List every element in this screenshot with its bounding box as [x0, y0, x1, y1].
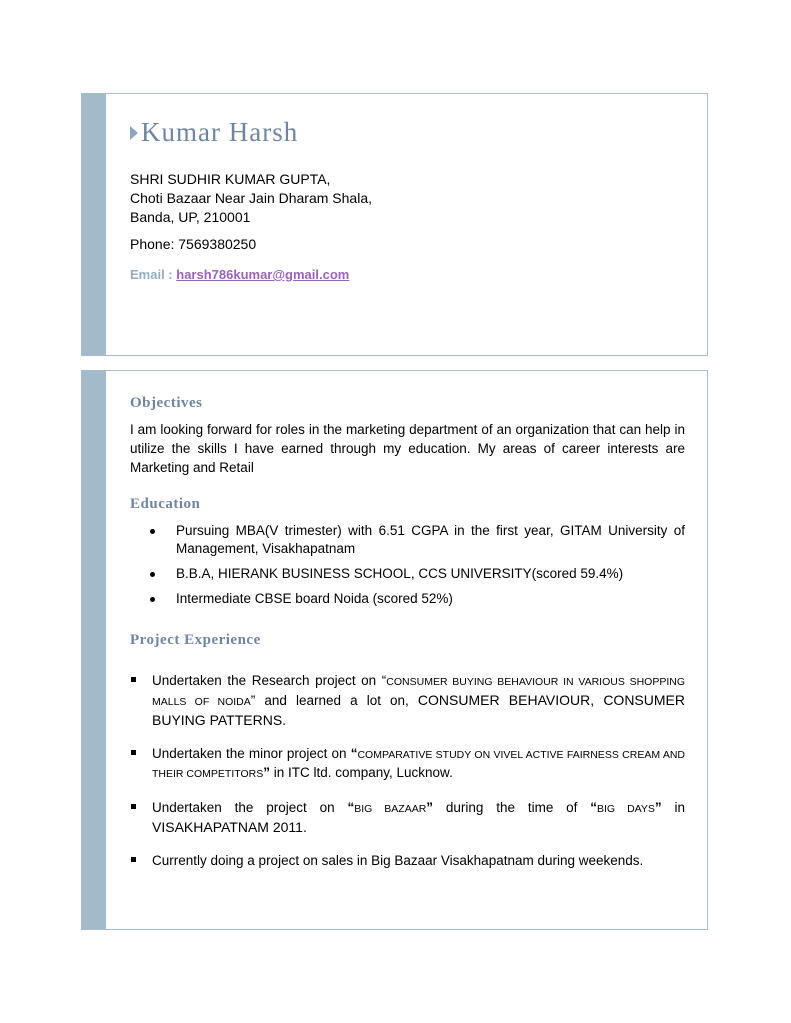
list-item: Undertaken the Research project on “CONSUMER BUYING BEHAVIOUR IN VARIOUS SHOPPING MALLS OF NOIDA” and learned a lot on, CONSUMER BEHAVIOUR, CONSUMER BUYING PATTERNS.: [130, 672, 685, 730]
project-list: [130, 799, 685, 837]
project-list: [130, 745, 685, 783]
list-item: B.B.A, HIERANK BUSINESS SCHOOL, CCS UNIVERSITY(scored 59.4%): [130, 565, 685, 583]
address-block: [130, 170, 372, 227]
contact-panel: [81, 93, 708, 356]
candidate-name: Kumar Harsh: [141, 117, 299, 147]
email-label: Email :: [130, 267, 173, 282]
education-list: [130, 522, 685, 615]
resume-body-panel: [81, 370, 708, 930]
address-line: Banda, UP, 210001: [130, 209, 251, 225]
education-heading: Education: [130, 496, 201, 512]
square-bullet-icon: [131, 804, 136, 809]
objectives-text: I am looking forward for roles in the marketing department of an organization that can help in utilize the skills I have earned through my education. My areas of career interests are Marketing and Retail: [130, 422, 685, 475]
phone-number: Phone: 7569380250: [130, 236, 257, 252]
square-bullet-icon: [131, 677, 136, 682]
list-item: Currently doing a project on sales in Big Bazaar Visakhapatnam during weekends.: [130, 852, 685, 870]
project-experience-heading: Project Experience: [130, 632, 261, 648]
square-bullet-icon: [131, 857, 136, 862]
objectives-heading: Objectives: [130, 395, 203, 411]
triangle-bullet-icon: [130, 126, 138, 140]
address-line: Choti Bazaar Near Jain Dharam Shala,: [130, 190, 373, 206]
bullet-icon: [150, 529, 155, 534]
email-row: [130, 267, 349, 282]
bullet-icon: [150, 597, 155, 602]
list-item: Undertaken the project on “BIG BAZAAR” during the time of “BIG DAYS” in VISAKHAPATNAM 2011.: [130, 799, 685, 837]
panel-accent-bar: [82, 94, 106, 355]
email-link[interactable]: harsh786kumar@gmail.com: [176, 267, 350, 282]
project-list: [130, 852, 685, 870]
bullet-icon: [150, 572, 155, 577]
square-bullet-icon: [131, 750, 136, 755]
address-line: SHRI SUDHIR KUMAR GUPTA,: [130, 171, 331, 187]
list-item: Pursuing MBA(V trimester) with 6.51 CGPA in the first year, GITAM University of Management, Visakhapatnam: [130, 522, 685, 558]
name-row: [130, 117, 298, 148]
list-item: Intermediate CBSE board Noida (scored 52%): [130, 590, 685, 608]
project-list: [130, 672, 685, 730]
list-item: Undertaken the minor project on “COMPARATIVE STUDY ON VIVEL ACTIVE FAIRNESS CREAM AND THEIR COMPETITORS” in ITC ltd. company, Lucknow.: [130, 745, 685, 783]
panel-accent-bar: [82, 371, 106, 929]
